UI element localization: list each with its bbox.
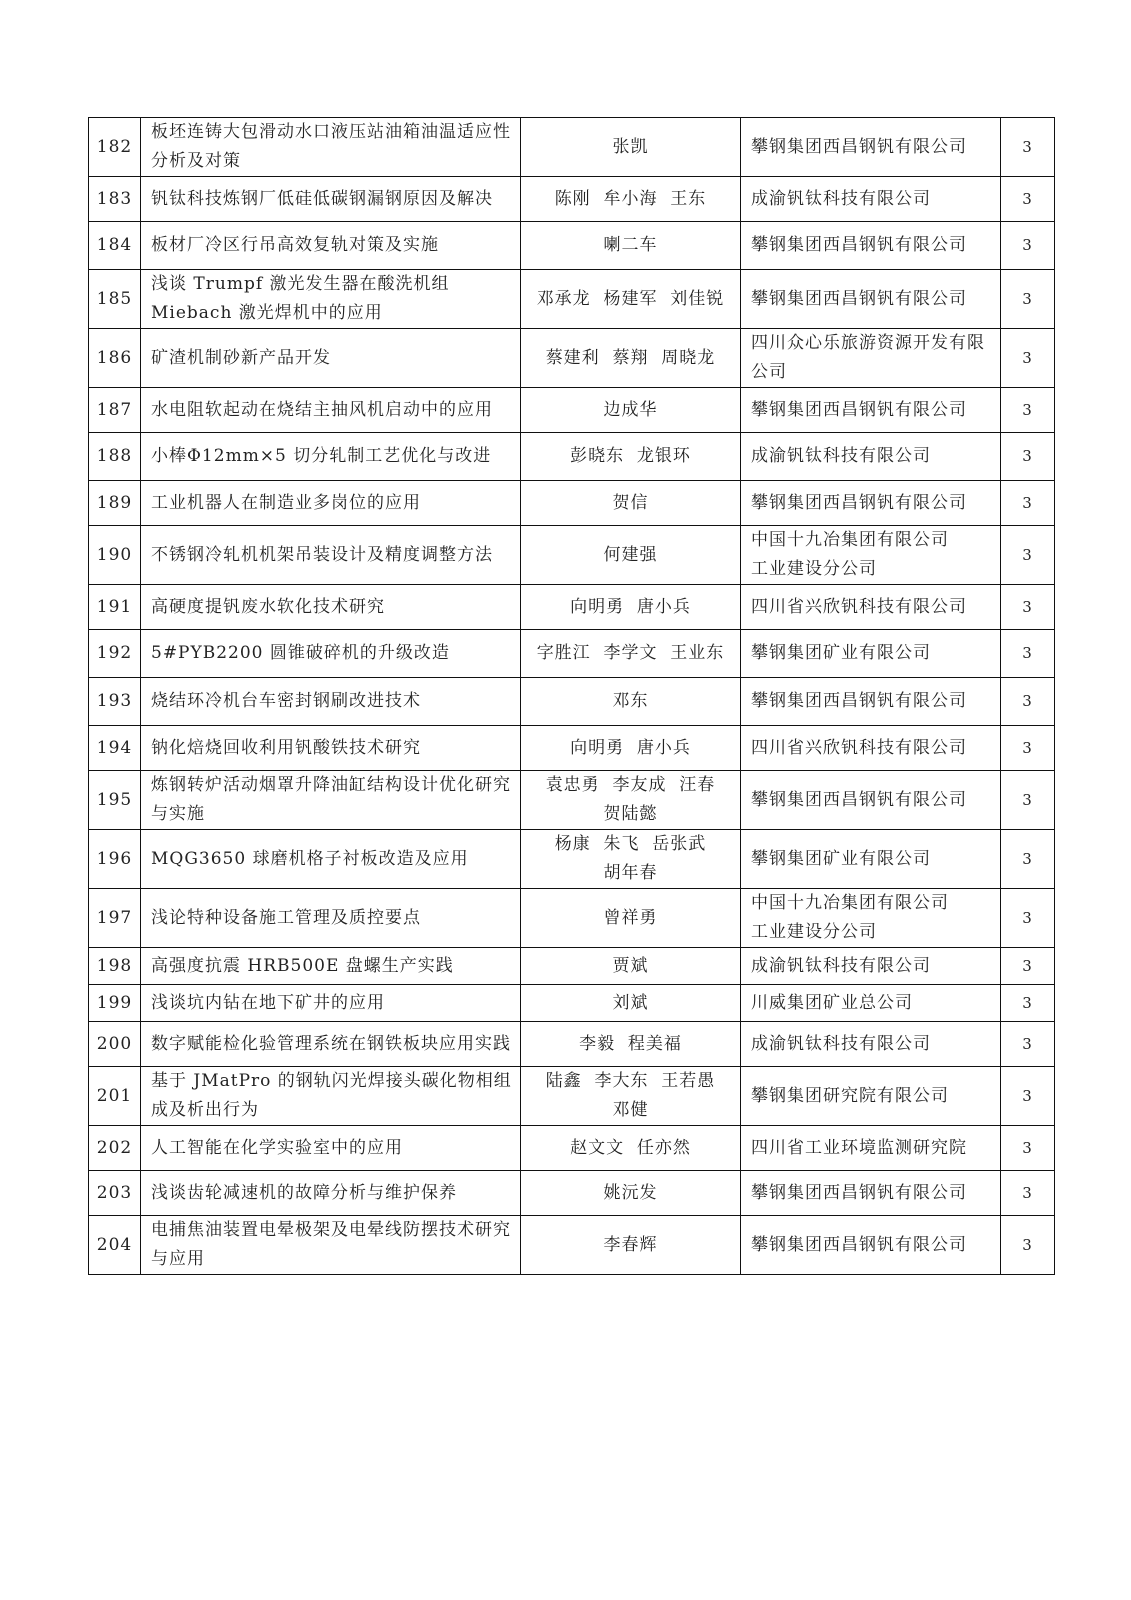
row-score-cell xyxy=(1001,771,1055,830)
row-score: 3 xyxy=(1022,400,1033,419)
row-organization-cell xyxy=(741,1126,1001,1171)
row-title: 浅谈齿轮减速机的故障分析与维护保养 xyxy=(151,1182,457,1203)
row-authors-cell xyxy=(521,630,741,678)
row-number: 186 xyxy=(96,347,133,368)
row-authors-cell xyxy=(521,1216,741,1275)
table-row xyxy=(89,329,1055,388)
row-title-cell xyxy=(141,585,521,630)
row-authors: 李毅 程美福 xyxy=(579,1033,682,1054)
row-title-cell xyxy=(141,329,521,388)
results-table-body xyxy=(89,118,1055,1275)
row-organization: 四川省工业环境监测研究院 xyxy=(751,1137,967,1158)
table-row xyxy=(89,1216,1055,1275)
row-number-cell xyxy=(89,630,141,678)
row-title: 板材厂冷区行吊高效复轨对策及实施 xyxy=(151,235,439,255)
row-score: 3 xyxy=(1022,189,1033,208)
row-number-cell xyxy=(89,1171,141,1216)
row-title: 炼钢转炉活动烟罩升降油缸结构设计优化研究与实施 xyxy=(151,775,511,824)
row-title-cell xyxy=(141,526,521,585)
table-row xyxy=(89,771,1055,830)
table-row xyxy=(89,388,1055,433)
row-organization-cell xyxy=(741,985,1001,1022)
row-number-cell xyxy=(89,830,141,889)
row-number: 194 xyxy=(96,737,133,758)
row-score-cell xyxy=(1001,948,1055,985)
row-organization-cell xyxy=(741,177,1001,222)
row-score: 3 xyxy=(1022,1235,1033,1254)
row-score: 3 xyxy=(1022,993,1033,1012)
row-title: 浅论特种设备施工管理及质控要点 xyxy=(151,907,421,928)
row-score-cell xyxy=(1001,481,1055,526)
row-score: 3 xyxy=(1022,236,1033,254)
row-organization: 四川省兴欣钒科技有限公司 xyxy=(751,596,967,617)
row-number: 202 xyxy=(96,1137,133,1158)
row-authors: 赵文文 任亦然 xyxy=(570,1137,691,1158)
row-authors: 贺信 xyxy=(612,492,649,513)
row-organization: 中国十九冶集团有限公司 工业建设分公司 xyxy=(751,893,949,942)
row-title-cell xyxy=(141,985,521,1022)
row-organization: 攀钢集团西昌钢钒有限公司 xyxy=(751,1234,967,1255)
row-title: 电捕焦油装置电晕极架及电晕线防摆技术研究与应用 xyxy=(151,1220,511,1269)
row-number: 190 xyxy=(96,544,133,565)
row-authors-cell xyxy=(521,222,741,270)
row-title-cell xyxy=(141,222,521,270)
row-authors: 李春辉 xyxy=(603,1234,658,1255)
row-score-cell xyxy=(1001,1216,1055,1275)
row-organization-cell xyxy=(741,630,1001,678)
row-number-cell xyxy=(89,1126,141,1171)
row-score-cell xyxy=(1001,585,1055,630)
row-score: 3 xyxy=(1022,545,1033,564)
row-score: 3 xyxy=(1022,493,1033,512)
row-number: 184 xyxy=(96,235,133,255)
row-organization: 成渝钒钛科技有限公司 xyxy=(751,446,931,466)
row-number: 195 xyxy=(96,789,133,810)
row-title-cell xyxy=(141,118,521,177)
row-organization-cell xyxy=(741,481,1001,526)
row-title: 板坯连铸大包滑动水口液压站油箱油温适应性分析及对策 xyxy=(151,122,511,171)
row-score-cell xyxy=(1001,433,1055,481)
row-number: 191 xyxy=(96,596,133,617)
row-organization: 川威集团矿业总公司 xyxy=(751,992,913,1013)
row-score-cell xyxy=(1001,1067,1055,1126)
row-number-cell xyxy=(89,678,141,726)
row-score-cell xyxy=(1001,118,1055,177)
row-number-cell xyxy=(89,1022,141,1067)
row-title: 人工智能在化学实验室中的应用 xyxy=(151,1137,403,1158)
row-title-cell xyxy=(141,726,521,771)
row-organization-cell xyxy=(741,889,1001,948)
row-number-cell xyxy=(89,726,141,771)
row-authors-cell xyxy=(521,1022,741,1067)
row-organization-cell xyxy=(741,678,1001,726)
row-organization-cell xyxy=(741,726,1001,771)
row-score-cell xyxy=(1001,222,1055,270)
table-row xyxy=(89,1171,1055,1216)
row-authors-cell xyxy=(521,433,741,481)
row-authors-cell xyxy=(521,1067,741,1126)
row-number: 198 xyxy=(96,955,133,976)
row-title: 数字赋能检化验管理系统在钢铁板块应用实践 xyxy=(151,1033,511,1054)
row-title-cell xyxy=(141,630,521,678)
row-authors: 陈刚 牟小海 王东 xyxy=(554,188,707,209)
row-organization: 四川众心乐旅游资源开发有限公司 xyxy=(751,333,985,382)
table-row xyxy=(89,585,1055,630)
row-number-cell xyxy=(89,585,141,630)
row-number: 192 xyxy=(96,643,133,663)
row-title-cell xyxy=(141,1126,521,1171)
row-title-cell xyxy=(141,1067,521,1126)
table-row xyxy=(89,830,1055,889)
row-score-cell xyxy=(1001,1171,1055,1216)
row-organization: 成渝钒钛科技有限公司 xyxy=(751,1033,931,1054)
row-number-cell xyxy=(89,1216,141,1275)
row-title: 高强度抗震 HRB500E 盘螺生产实践 xyxy=(151,955,454,976)
row-score: 3 xyxy=(1022,289,1033,308)
row-organization: 中国十九冶集团有限公司 工业建设分公司 xyxy=(751,530,949,579)
row-organization: 攀钢集团西昌钢钒有限公司 xyxy=(751,235,967,255)
row-authors-cell xyxy=(521,726,741,771)
row-title-cell xyxy=(141,1216,521,1275)
row-organization-cell xyxy=(741,526,1001,585)
row-title: 小棒Φ12mm×5 切分轧制工艺优化与改进 xyxy=(151,446,492,466)
row-organization-cell xyxy=(741,1022,1001,1067)
row-number-cell xyxy=(89,889,141,948)
row-score: 3 xyxy=(1022,738,1033,757)
row-number-cell xyxy=(89,388,141,433)
row-number-cell xyxy=(89,985,141,1022)
row-authors-cell xyxy=(521,1171,741,1216)
row-authors: 边成华 xyxy=(603,399,658,420)
row-number: 197 xyxy=(96,907,133,928)
row-score: 3 xyxy=(1022,1183,1033,1202)
row-organization: 攀钢集团西昌钢钒有限公司 xyxy=(751,691,967,711)
row-title: 5#PYB2200 圆锥破碎机的升级改造 xyxy=(151,643,450,663)
row-authors: 蔡建利 蔡翔 周晓龙 xyxy=(545,347,716,368)
results-table xyxy=(88,117,1055,1275)
table-row xyxy=(89,222,1055,270)
row-score-cell xyxy=(1001,830,1055,889)
row-organization-cell xyxy=(741,771,1001,830)
table-row xyxy=(89,118,1055,177)
row-organization: 攀钢集团西昌钢钒有限公司 xyxy=(751,492,967,513)
row-organization: 成渝钒钛科技有限公司 xyxy=(751,188,931,209)
row-organization-cell xyxy=(741,830,1001,889)
table-row xyxy=(89,1067,1055,1126)
table-row xyxy=(89,889,1055,948)
row-organization: 攀钢集团西昌钢钒有限公司 xyxy=(751,1182,967,1203)
row-score: 3 xyxy=(1022,908,1033,927)
row-organization: 攀钢集团矿业有限公司 xyxy=(751,643,931,663)
row-score-cell xyxy=(1001,388,1055,433)
row-score: 3 xyxy=(1022,348,1033,367)
row-score: 3 xyxy=(1022,137,1033,156)
row-number-cell xyxy=(89,270,141,329)
row-organization-cell xyxy=(741,1216,1001,1275)
row-title: 工业机器人在制造业多岗位的应用 xyxy=(151,492,421,513)
row-authors-cell xyxy=(521,526,741,585)
row-authors: 邓承龙 杨建军 刘佳锐 xyxy=(536,288,725,309)
row-organization-cell xyxy=(741,585,1001,630)
row-authors-cell xyxy=(521,118,741,177)
row-title-cell xyxy=(141,948,521,985)
row-authors-cell xyxy=(521,585,741,630)
row-title-cell xyxy=(141,678,521,726)
row-score-cell xyxy=(1001,177,1055,222)
row-organization-cell xyxy=(741,948,1001,985)
row-number: 200 xyxy=(96,1033,133,1054)
row-authors-cell xyxy=(521,177,741,222)
row-authors-cell xyxy=(521,1126,741,1171)
row-authors: 何建强 xyxy=(603,544,658,565)
row-number-cell xyxy=(89,433,141,481)
row-score: 3 xyxy=(1022,849,1033,868)
row-title-cell xyxy=(141,771,521,830)
row-organization: 攀钢集团西昌钢钒有限公司 xyxy=(751,789,967,810)
row-title-cell xyxy=(141,433,521,481)
row-number-cell xyxy=(89,329,141,388)
row-organization-cell xyxy=(741,1171,1001,1216)
table-row xyxy=(89,948,1055,985)
row-score-cell xyxy=(1001,270,1055,329)
row-authors-cell xyxy=(521,830,741,889)
row-authors: 向明勇 唐小兵 xyxy=(570,737,691,758)
row-organization: 四川省兴欣钒科技有限公司 xyxy=(751,737,967,758)
row-authors: 杨康 朱飞 岳张武 胡年春 xyxy=(554,834,707,883)
row-authors: 彭晓东 龙银环 xyxy=(570,446,691,466)
row-number-cell xyxy=(89,481,141,526)
row-title-cell xyxy=(141,177,521,222)
row-number: 204 xyxy=(96,1234,133,1255)
row-title: 钒钛科技炼钢厂低硅低碳钢漏钢原因及解决 xyxy=(151,188,493,209)
row-score-cell xyxy=(1001,329,1055,388)
row-authors-cell xyxy=(521,388,741,433)
row-organization: 攀钢集团西昌钢钒有限公司 xyxy=(751,399,967,420)
row-title-cell xyxy=(141,270,521,329)
table-row xyxy=(89,270,1055,329)
row-authors: 姚沅发 xyxy=(603,1182,658,1203)
row-title-cell xyxy=(141,388,521,433)
row-organization: 攀钢集团研究院有限公司 xyxy=(751,1085,949,1106)
row-title-cell xyxy=(141,481,521,526)
row-title-cell xyxy=(141,1171,521,1216)
row-organization-cell xyxy=(741,433,1001,481)
row-authors: 曾祥勇 xyxy=(603,907,658,928)
table-row xyxy=(89,481,1055,526)
row-score: 3 xyxy=(1022,1034,1033,1053)
row-title-cell xyxy=(141,830,521,889)
row-organization: 攀钢集团矿业有限公司 xyxy=(751,848,931,869)
row-score: 3 xyxy=(1022,956,1033,975)
row-authors-cell xyxy=(521,270,741,329)
row-authors-cell xyxy=(521,771,741,830)
row-score: 3 xyxy=(1022,447,1033,465)
row-authors-cell xyxy=(521,678,741,726)
row-number: 187 xyxy=(96,399,133,420)
row-authors: 喇二车 xyxy=(603,235,658,255)
row-number: 189 xyxy=(96,492,133,513)
row-title: 烧结环冷机台车密封钢刷改进技术 xyxy=(151,691,421,711)
table-row xyxy=(89,1126,1055,1171)
row-authors-cell xyxy=(521,985,741,1022)
row-authors-cell xyxy=(521,889,741,948)
row-authors-cell xyxy=(521,329,741,388)
row-title-cell xyxy=(141,889,521,948)
row-score: 3 xyxy=(1022,644,1033,662)
row-authors: 张凯 xyxy=(612,136,649,157)
row-number: 201 xyxy=(96,1085,133,1106)
row-score-cell xyxy=(1001,985,1055,1022)
row-authors-cell xyxy=(521,481,741,526)
row-organization-cell xyxy=(741,1067,1001,1126)
row-number: 183 xyxy=(96,188,133,209)
row-score-cell xyxy=(1001,889,1055,948)
row-organization-cell xyxy=(741,329,1001,388)
table-row xyxy=(89,726,1055,771)
row-score-cell xyxy=(1001,726,1055,771)
table-row xyxy=(89,678,1055,726)
row-title: 基于 JMatPro 的钢轨闪光焊接头碳化物相组成及析出行为 xyxy=(151,1071,512,1120)
row-organization-cell xyxy=(741,270,1001,329)
row-number-cell xyxy=(89,526,141,585)
row-title: 水电阻软起动在烧结主抽风机启动中的应用 xyxy=(151,399,493,420)
table-row xyxy=(89,177,1055,222)
row-number: 193 xyxy=(96,691,133,711)
row-score: 3 xyxy=(1022,692,1033,710)
row-authors: 陆鑫 李大东 王若愚 邓健 xyxy=(545,1071,716,1120)
row-organization-cell xyxy=(741,222,1001,270)
row-title: 浅谈坑内钻在地下矿井的应用 xyxy=(151,992,385,1013)
row-score-cell xyxy=(1001,630,1055,678)
row-authors: 袁忠勇 李友成 汪春 贺陆懿 xyxy=(545,775,716,824)
row-number: 188 xyxy=(96,446,133,466)
row-number-cell xyxy=(89,948,141,985)
row-number-cell xyxy=(89,118,141,177)
table-row xyxy=(89,433,1055,481)
row-number-cell xyxy=(89,177,141,222)
row-score-cell xyxy=(1001,1022,1055,1067)
row-number-cell xyxy=(89,222,141,270)
row-title-cell xyxy=(141,1022,521,1067)
table-row xyxy=(89,630,1055,678)
row-title: 浅谈 Trumpf 激光发生器在酸洗机组 Miebach 激光焊机中的应用 xyxy=(151,274,456,323)
row-score: 3 xyxy=(1022,597,1033,616)
row-authors: 邓东 xyxy=(612,691,649,711)
row-number: 199 xyxy=(96,992,133,1013)
row-number-cell xyxy=(89,771,141,830)
row-authors: 刘斌 xyxy=(612,992,649,1013)
row-organization: 成渝钒钛科技有限公司 xyxy=(751,955,931,976)
row-organization: 攀钢集团西昌钢钒有限公司 xyxy=(751,288,967,309)
table-row xyxy=(89,526,1055,585)
row-number: 182 xyxy=(96,136,133,157)
row-score: 3 xyxy=(1022,1138,1033,1157)
row-score-cell xyxy=(1001,678,1055,726)
row-number: 203 xyxy=(96,1182,133,1203)
row-title: 钠化焙烧回收利用钒酸铁技术研究 xyxy=(151,737,421,758)
row-organization: 攀钢集团西昌钢钒有限公司 xyxy=(751,136,967,157)
row-authors: 字胜江 李学文 王业东 xyxy=(536,643,725,663)
row-organization-cell xyxy=(741,388,1001,433)
row-score: 3 xyxy=(1022,790,1033,809)
row-title: 不锈钢冷轧机机架吊装设计及精度调整方法 xyxy=(151,544,493,565)
table-row xyxy=(89,985,1055,1022)
table-row xyxy=(89,1022,1055,1067)
row-number: 185 xyxy=(96,288,133,309)
row-score-cell xyxy=(1001,1126,1055,1171)
row-title: MQG3650 球磨机格子衬板改造及应用 xyxy=(151,848,469,869)
row-number: 196 xyxy=(96,848,133,869)
row-authors: 向明勇 唐小兵 xyxy=(570,596,691,617)
row-authors: 贾斌 xyxy=(612,955,649,976)
row-title: 高硬度提钒废水软化技术研究 xyxy=(151,596,385,617)
row-authors-cell xyxy=(521,948,741,985)
row-number-cell xyxy=(89,1067,141,1126)
row-score: 3 xyxy=(1022,1086,1033,1105)
row-score-cell xyxy=(1001,526,1055,585)
row-title: 矿渣机制砂新产品开发 xyxy=(151,347,331,368)
row-organization-cell xyxy=(741,118,1001,177)
